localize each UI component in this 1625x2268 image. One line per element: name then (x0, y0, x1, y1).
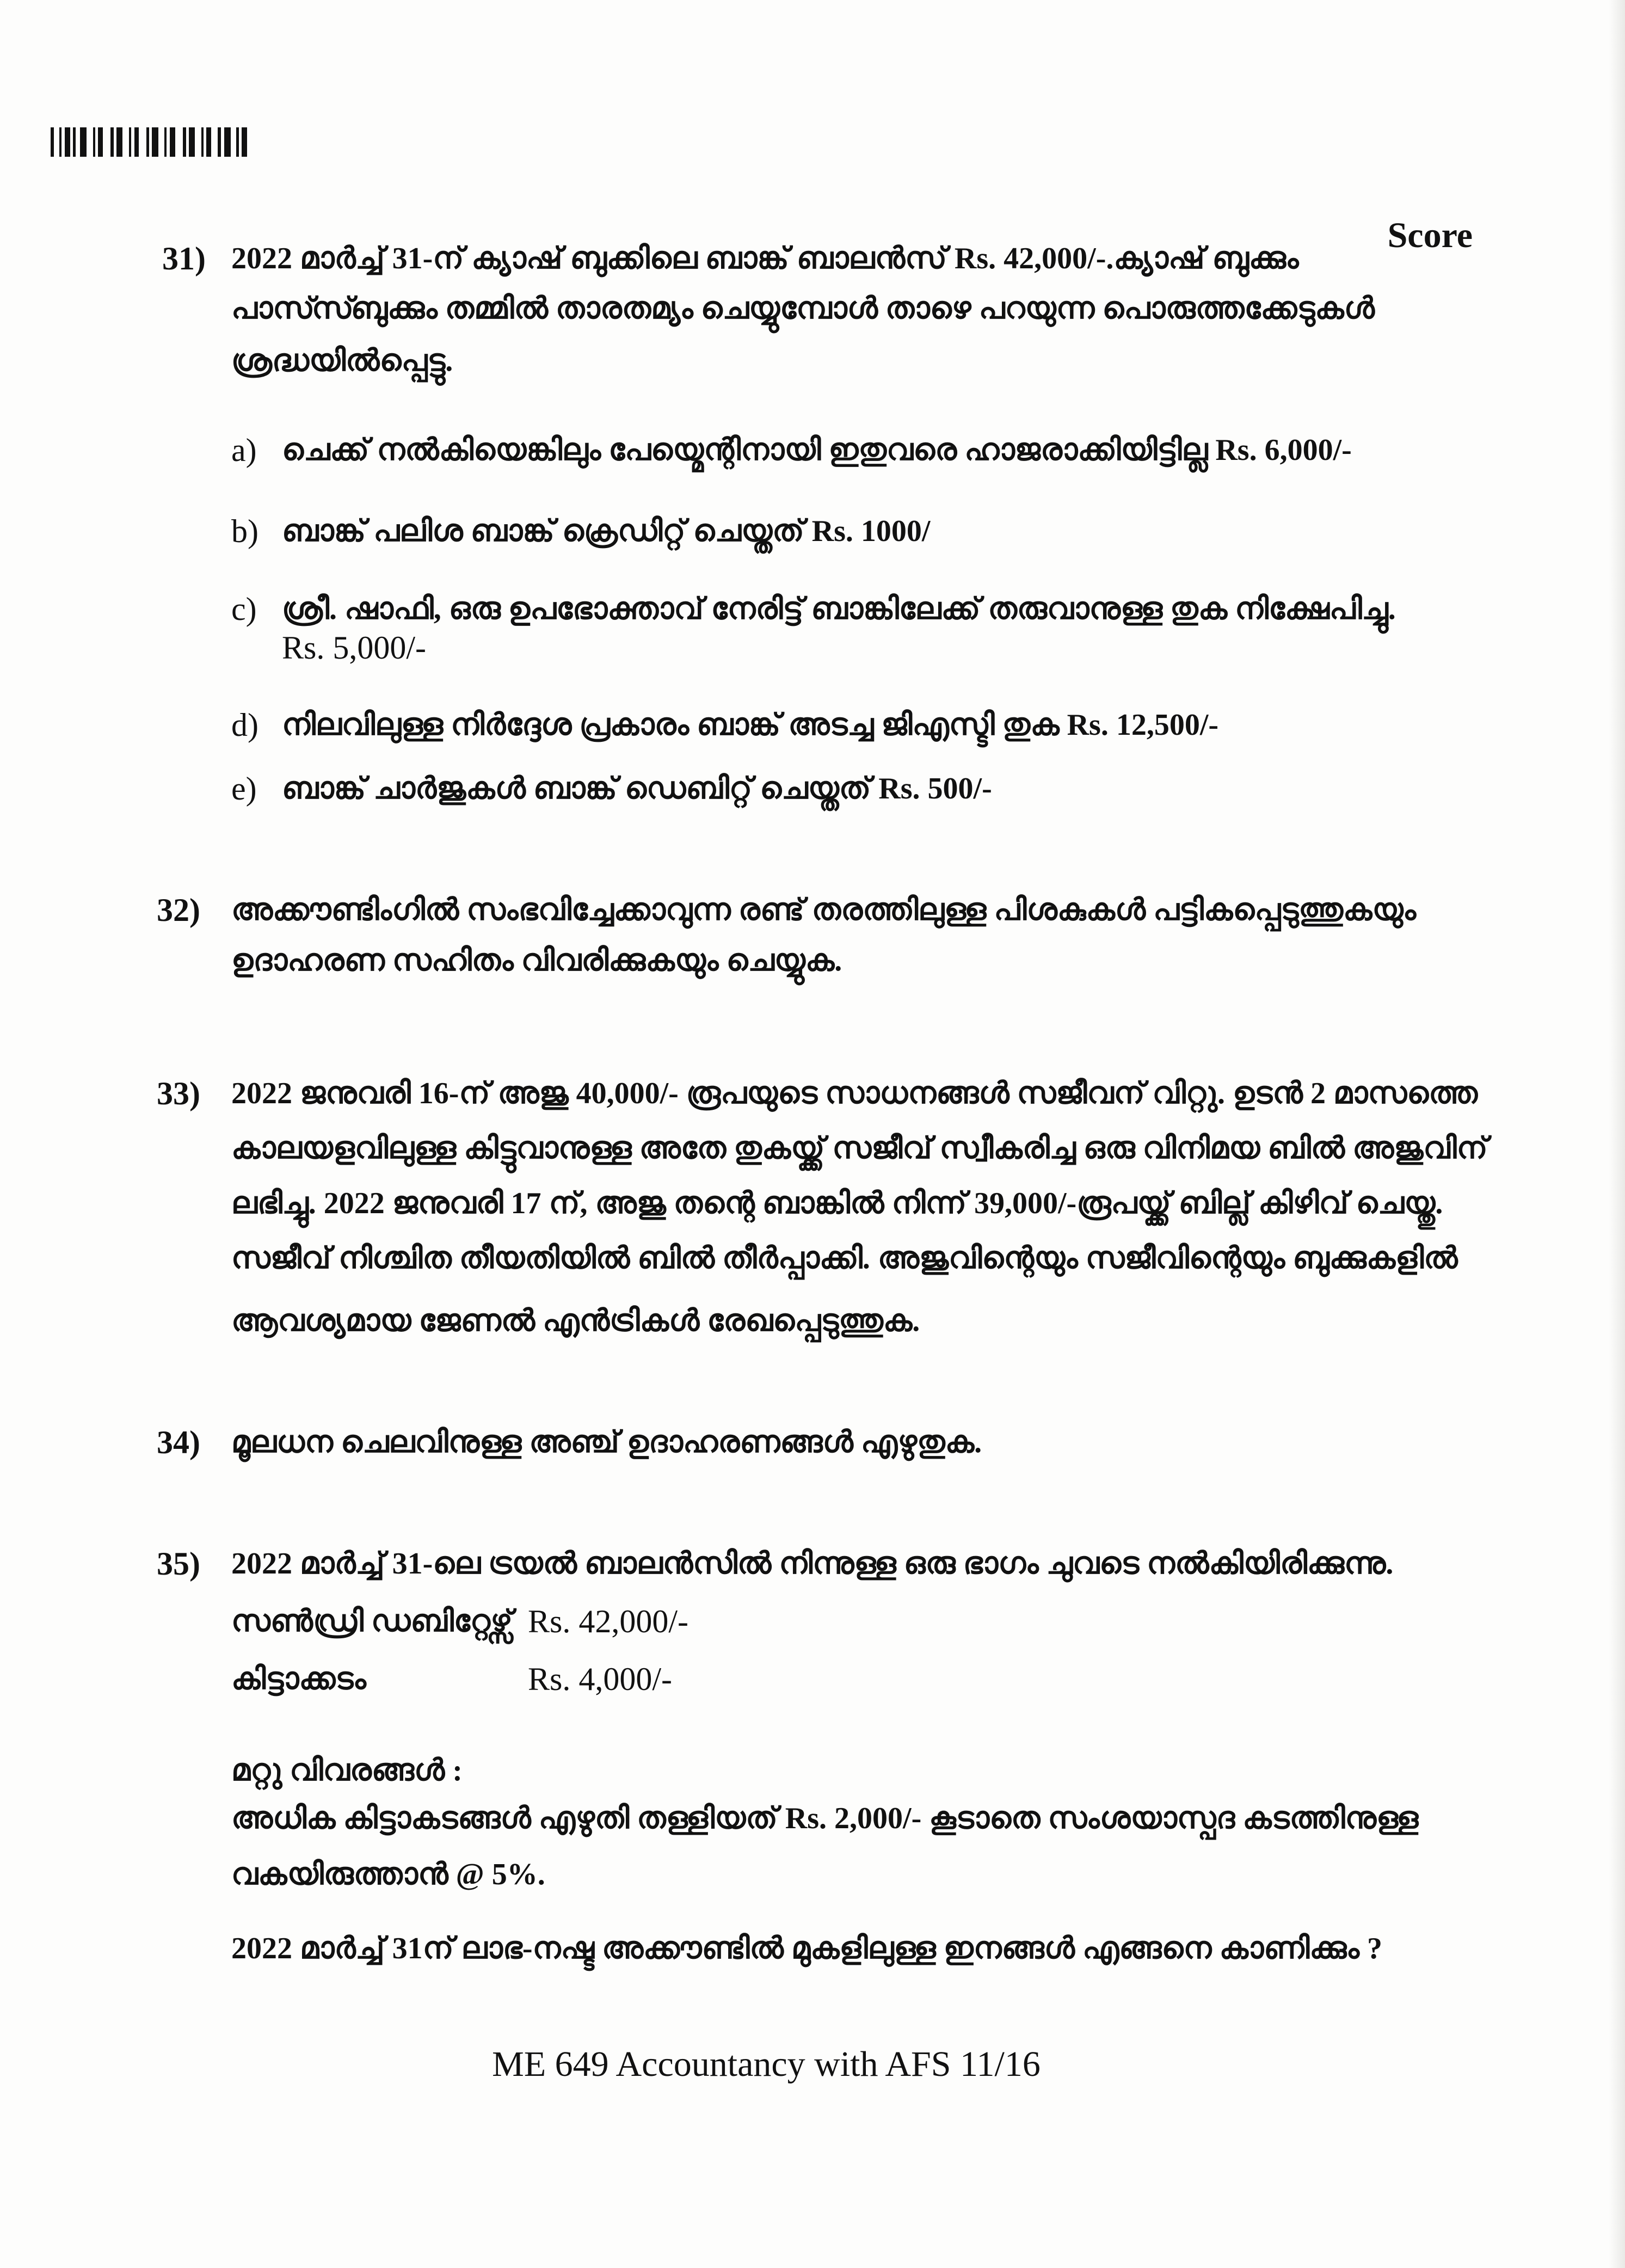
item-text: ബാങ്ക് പലിശ ബാങ്ക് ക്രെഡിറ്റ് ചെയ്തത് Rs. 1000/ (282, 514, 931, 548)
table-item-label: കിട്ടാക്കടം (231, 1662, 366, 1696)
page-footer: ME 649 Accountancy with AFS 11/16 (492, 2044, 1041, 2084)
barcode (51, 127, 272, 157)
question-number: 31) (162, 241, 206, 276)
score-label: Score (1387, 216, 1473, 255)
question-text-line: ലഭിച്ചു. 2022 ജനുവരി 17 ന്, അജു തന്റെ ബാങ്കിൽ നിന്ന് 39,000/-രൂപയ്ക്ക് ബില്ല് കിഴിവ് ചെയ്തു. (231, 1187, 1443, 1220)
question-text-line: 2022 മാർച്ച് 31-ന് ക്യാഷ് ബുക്കിലെ ബാങ്ക് ബാലൻസ് Rs. 42,000/-.ക്യാഷ് ബുക്കും (231, 242, 1299, 275)
other-details-line: വകയിരുത്താൻ @ 5%. (231, 1858, 545, 1891)
question-text-line: ശ്രദ്ധയിൽപ്പെട്ടു. (231, 344, 453, 378)
table-item-label: സൺഡ്രി ഡബിറ്റേഴ്സ് (231, 1605, 513, 1638)
question-number: 34) (157, 1424, 200, 1460)
item-label: b) (231, 513, 258, 549)
item-text: ശ്രീ. ഷാഫി, ഒരു ഉപഭോക്താവ് നേരിട്ട് ബാങ്കിലേക്ക് തരുവാനുള്ള തുക നിക്ഷേപിച്ചു. (282, 592, 1396, 626)
question-number: 35) (157, 1546, 200, 1582)
item-label: e) (231, 771, 257, 807)
other-details-line: അധിക കിട്ടാകടങ്ങൾ എഴുതി തള്ളിയത് Rs. 2,000/- കൂടാതെ സംശയാസ്പദ കടത്തിനുള്ള (231, 1802, 1419, 1835)
question-text-line: കാലയളവിലുള്ള കിട്ടുവാനുള്ള അതേ തുകയ്ക്ക് സജീവ് സ്വീകരിച്ച ഒരു വിനിമയ ബിൽ അജുവിന് (231, 1132, 1488, 1165)
table-item-amount: Rs. 42,000/- (528, 1603, 689, 1639)
item-text: ചെക്ക് നൽകിയെങ്കിലും പേയ്മെന്റിനായി ഇതുവരെ ഹാജരാക്കിയിട്ടില്ല Rs. 6,000/- (282, 433, 1352, 467)
question-number: 32) (157, 892, 200, 928)
other-details-heading: മറ്റു വിവരങ്ങൾ : (231, 1754, 463, 1787)
question-text-line: 2022 ജനുവരി 16-ന് അജു 40,000/- രൂപയുടെ സാധനങ്ങൾ സജീവന് വിറ്റു. ഉടൻ 2 മാസത്തെ (231, 1077, 1478, 1110)
item-text: Rs. 5,000/- (282, 630, 427, 666)
question-text-line: ഉദാഹരണ സഹിതം വിവരിക്കുകയും ചെയ്യുക. (231, 944, 842, 978)
item-text: നിലവിലുള്ള നിർദ്ദേശ പ്രകാരം ബാങ്ക് അടച്ച ജിഎസ്ടി തുക Rs. 12,500/- (282, 708, 1219, 742)
question-text-line: സജീവ് നിശ്ചിത തീയതിയിൽ ബിൽ തീർപ്പാക്കി. അജുവിന്റെയും സജീവിന്റെയും ബുക്കുകളിൽ (231, 1241, 1458, 1275)
page-edge-shadow (1609, 0, 1625, 2268)
item-label: d) (231, 707, 258, 743)
item-label: c) (231, 591, 257, 627)
item-label: a) (231, 432, 257, 468)
final-question: 2022 മാർച്ച് 31ന് ലാഭ-നഷ്ട അക്കൗണ്ടിൽ മുകളിലുള്ള ഇനങ്ങൾ എങ്ങനെ കാണിക്കും ? (231, 1932, 1383, 1965)
question-number: 33) (157, 1075, 200, 1111)
question-text-line: ആവശ്യമായ ജേണൽ എൻട്രികൾ രേഖപ്പെടുത്തുക. (231, 1304, 920, 1338)
question-text-line: പാസ്സ്ബുക്കും തമ്മിൽ താരതമ്യം ചെയ്യുമ്പോൾ താഴെ പറയുന്ന പൊരുത്തക്കേടുകൾ (231, 292, 1375, 325)
table-item-amount: Rs. 4,000/- (528, 1661, 673, 1697)
question-text-line: 2022 മാർച്ച് 31-ലെ ട്രയൽ ബാലൻസിൽ നിന്നുള്ള ഒരു ഭാഗം ചുവടെ നൽകിയിരിക്കുന്നു. (231, 1547, 1394, 1581)
question-text-line: അക്കൗണ്ടിംഗിൽ സംഭവിച്ചേക്കാവുന്ന രണ്ട് തരത്തിലുള്ള പിശകുകൾ പട്ടികപ്പെടുത്തുകയും (231, 893, 1417, 927)
question-text-line: മൂലധന ചെലവിനുള്ള അഞ്ച് ഉദാഹരണങ്ങൾ എഴുതുക. (231, 1425, 982, 1459)
item-text: ബാങ്ക് ചാർജുകൾ ബാങ്ക് ഡെബിറ്റ് ചെയ്തത് Rs. 500/- (282, 772, 992, 806)
